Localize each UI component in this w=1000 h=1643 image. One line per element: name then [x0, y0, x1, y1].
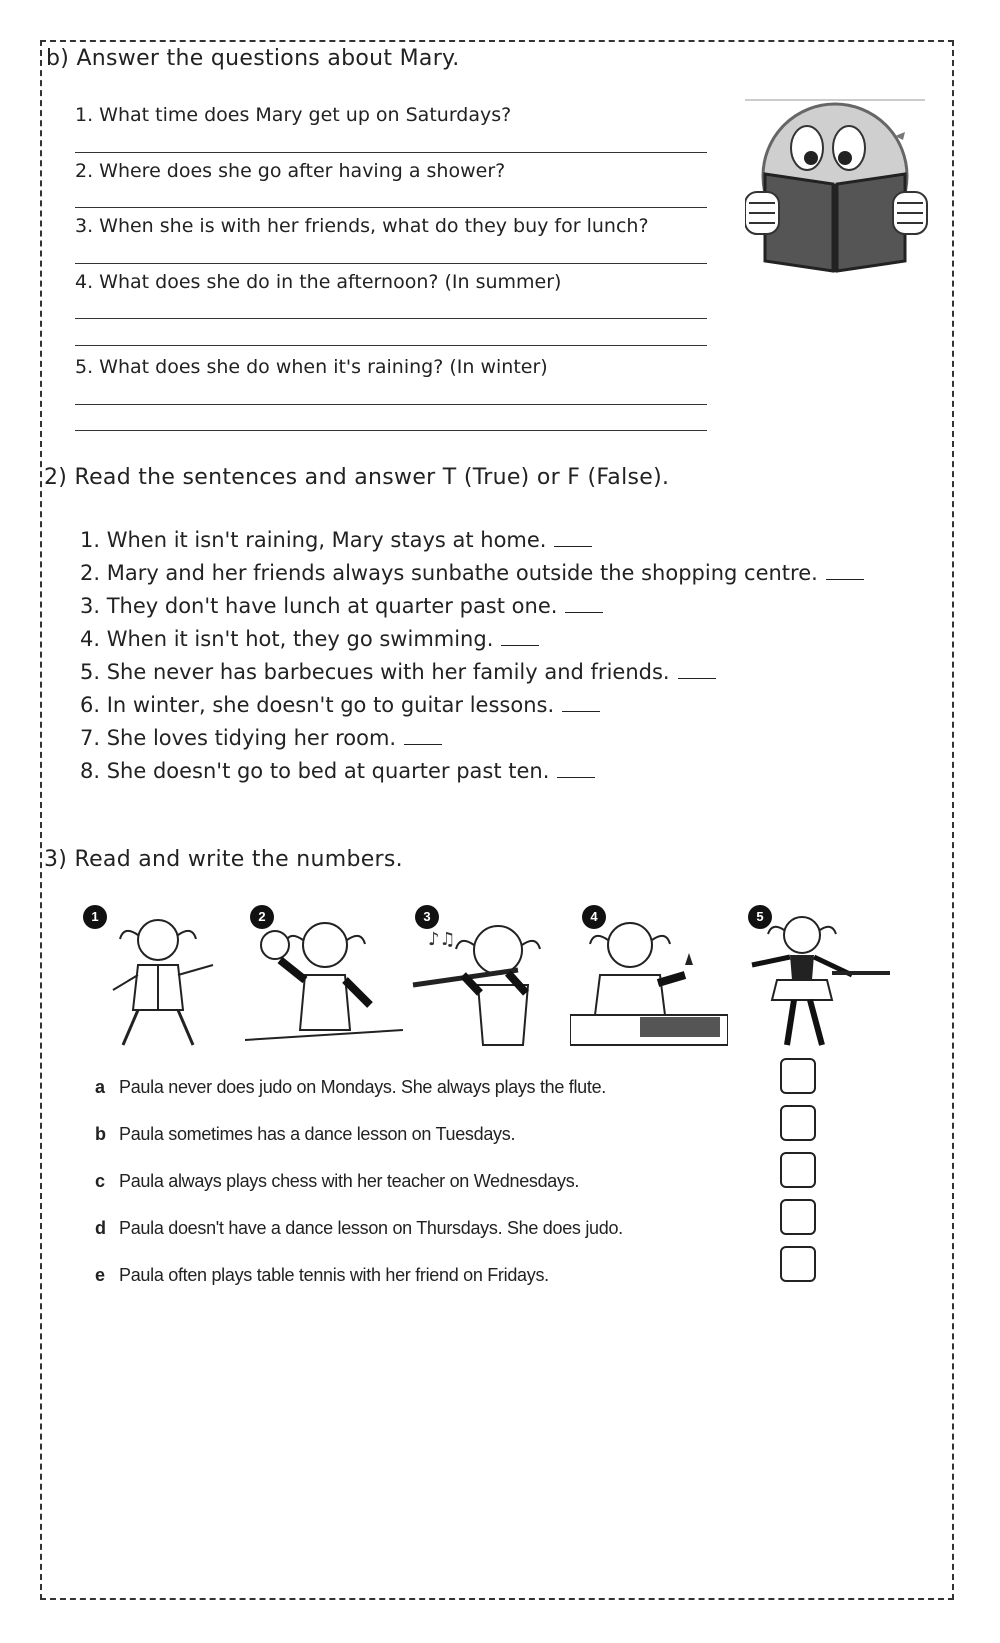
picture-number-badge: 3	[415, 905, 439, 929]
statement-e: e Paula often plays table tennis with her friend on Fridays.	[95, 1265, 549, 1285]
answer-line[interactable]	[75, 207, 707, 208]
answer-blank[interactable]	[501, 644, 539, 646]
answer-line[interactable]	[75, 404, 707, 405]
picture-number-badge: 5	[748, 905, 772, 929]
reading-smiley-illustration	[745, 96, 935, 276]
answer-blank[interactable]	[404, 743, 442, 745]
answer-blank[interactable]	[562, 710, 600, 712]
answer-line[interactable]	[75, 152, 707, 153]
question-1: 1. What time does Mary get up on Saturdays?	[75, 104, 512, 126]
answer-blank[interactable]	[678, 677, 716, 679]
statement-b: b Paula sometimes has a dance lesson on Tuesdays.	[95, 1124, 516, 1144]
answer-blank[interactable]	[826, 578, 864, 580]
section2-heading: 2) Read the sentences and answer T (True) or F (False).	[44, 465, 670, 490]
tf-statement: 5. She never has barbecues with her family and friends.	[80, 660, 716, 684]
statement-c: c Paula always plays chess with her teacher on Wednesdays.	[95, 1171, 580, 1191]
tf-statement: 2. Mary and her friends always sunbathe outside the shopping centre.	[80, 561, 864, 585]
picture-number-badge: 1	[83, 905, 107, 929]
answer-blank[interactable]	[554, 545, 592, 547]
tf-statement: 8. She doesn't go to bed at quarter past ten.	[80, 759, 595, 783]
statement-d: d Paula doesn't have a dance lesson on Thursdays. She does judo.	[95, 1218, 623, 1238]
tf-statement: 4. When it isn't hot, they go swimming.	[80, 627, 539, 651]
tf-statement: 1. When it isn't raining, Mary stays at home.	[80, 528, 592, 552]
answer-box[interactable]	[780, 1058, 816, 1094]
answer-line[interactable]	[75, 263, 707, 264]
answer-line[interactable]	[75, 430, 707, 431]
answer-line[interactable]	[75, 345, 707, 346]
table-tennis-girl-picture	[245, 905, 403, 1053]
answer-box[interactable]	[780, 1199, 816, 1235]
judo-girl-picture	[83, 905, 241, 1053]
answer-blank[interactable]	[565, 611, 603, 613]
answer-box[interactable]	[780, 1246, 816, 1282]
question-4: 4. What does she do in the afternoon? (In summer)	[75, 271, 562, 293]
answer-blank[interactable]	[557, 776, 595, 778]
tf-statement: 7. She loves tidying her room.	[80, 726, 442, 750]
tf-statement: 3. They don't have lunch at quarter past one.	[80, 594, 603, 618]
statement-a: a Paula never does judo on Mondays. She always plays the flute.	[95, 1077, 607, 1097]
answer-box[interactable]	[780, 1152, 816, 1188]
answer-line[interactable]	[75, 318, 707, 319]
section3-heading: 3) Read and write the numbers.	[44, 847, 403, 872]
question-2: 2. Where does she go after having a shower?	[75, 160, 506, 182]
section1-heading: b) Answer the questions about Mary.	[46, 46, 460, 71]
question-3: 3. When she is with her friends, what do they buy for lunch?	[75, 215, 649, 237]
question-5: 5. What does she do when it's raining? (In winter)	[75, 356, 548, 378]
tf-statement: 6. In winter, she doesn't go to guitar lessons.	[80, 693, 600, 717]
svg-text:♪♫: ♪♫	[428, 929, 456, 950]
picture-number-badge: 2	[250, 905, 274, 929]
answer-box[interactable]	[780, 1105, 816, 1141]
picture-number-badge: 4	[582, 905, 606, 929]
